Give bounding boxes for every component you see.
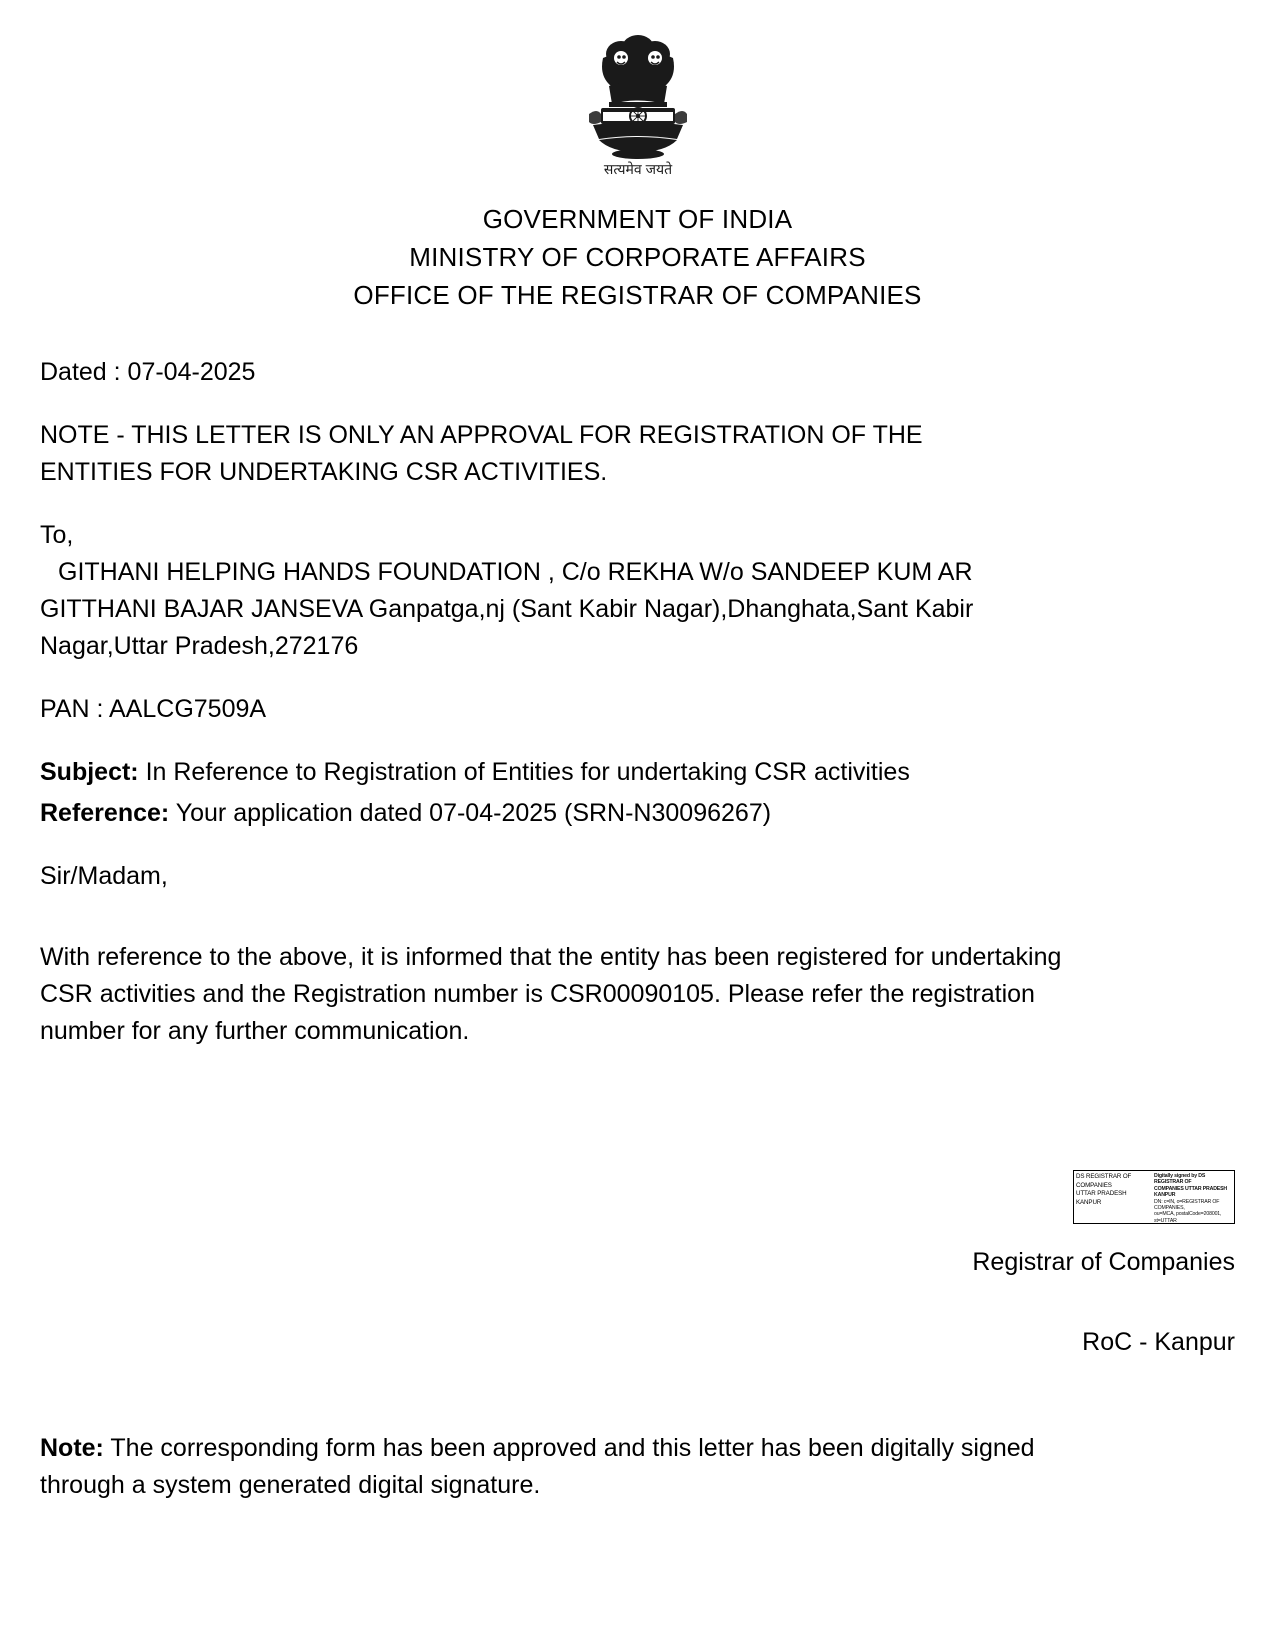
footer-note bbox=[40, 1430, 1235, 1504]
body-line-3: number for any further communication. bbox=[40, 1017, 470, 1045]
body-line-2: CSR activities and the Registration number is CSR00090105. Please refer the registration bbox=[40, 980, 1035, 1008]
reference-label: Reference: bbox=[40, 799, 170, 827]
header-line-office: OFFICE OF THE REGISTRAR OF COMPANIES bbox=[353, 280, 922, 310]
letter-body bbox=[0, 354, 1275, 1050]
stamp-left-line-4: KANPUR bbox=[1076, 1198, 1102, 1206]
note-caps-line-2: ENTITIES FOR UNDERTAKING CSR ACTIVITIES. bbox=[40, 458, 608, 486]
body-paragraph bbox=[40, 939, 1235, 1050]
addressee-line-3: Nagar,Uttar Pradesh,272176 bbox=[40, 632, 359, 660]
footer-note-line-2: through a system generated digital signature. bbox=[40, 1471, 541, 1499]
svg-text:सत्यमेव जयते: सत्यमेव जयते bbox=[603, 161, 672, 177]
stamp-right-line-4: ou=MCA, postalCode=208001, st=UTTAR bbox=[1154, 1211, 1222, 1224]
reference-line bbox=[40, 795, 1235, 832]
roc-office: RoC - Kanpur bbox=[1082, 1328, 1235, 1356]
addressee-line-2: GITTHANI BAJAR JANSEVA Ganpatga,nj (Sant Kabir Nagar),Dhanghata,Sant Kabir bbox=[40, 595, 974, 623]
reference-value: Your application dated 07-04-2025 (SRN-N30096267) bbox=[175, 799, 772, 827]
signature-block bbox=[535, 1170, 1235, 1361]
registrar-title: Registrar of Companies bbox=[972, 1248, 1235, 1276]
document-header bbox=[0, 200, 1275, 314]
stamp-right-line-2: COMPANIES UTTAR PRADESH KANPUR bbox=[1154, 1185, 1228, 1199]
header-line-government: GOVERNMENT OF INDIA bbox=[482, 204, 793, 234]
dated-line: Dated : 07-04-2025 bbox=[40, 358, 256, 386]
header-line-ministry: MINISTRY OF CORPORATE AFFAIRS bbox=[409, 242, 866, 272]
stamp-left-line-3: UTTAR PRADESH bbox=[1076, 1190, 1127, 1198]
note-caps-line-1: NOTE - THIS LETTER IS ONLY AN APPROVAL FOR REGISTRATION OF THE bbox=[40, 421, 923, 449]
note-caps-block bbox=[40, 417, 1235, 491]
stamp-right-line-1: Digitally signed by DS REGISTRAR OF bbox=[1154, 1173, 1206, 1186]
subject-line bbox=[40, 754, 1235, 791]
india-state-emblem-icon bbox=[563, 28, 713, 193]
footer-note-line-1: The corresponding form has been approved and this letter has been digitally signed bbox=[110, 1434, 1035, 1462]
addressee-block bbox=[40, 517, 1235, 665]
footer-note-label: Note: bbox=[40, 1434, 104, 1462]
addressee-line-1: GITHANI HELPING HANDS FOUNDATION , C/o REKHA W/o SANDEEP KUM AR bbox=[58, 558, 973, 586]
stamp-left-line-1: DS REGISTRAR OF bbox=[1076, 1173, 1132, 1180]
stamp-left-line-2: COMPANIES bbox=[1076, 1181, 1112, 1189]
digital-signature-stamp bbox=[1073, 1170, 1235, 1224]
emblem-container bbox=[0, 0, 1275, 198]
subject-value: In Reference to Registration of Entities for undertaking CSR activities bbox=[145, 758, 910, 786]
to-label: To, bbox=[40, 521, 74, 549]
subject-label: Subject: bbox=[40, 758, 139, 786]
body-line-1: With reference to the above, it is informed that the entity has been registered for undertaking bbox=[40, 943, 1062, 971]
pan-line: PAN : AALCG7509A bbox=[40, 695, 267, 723]
salutation: Sir/Madam, bbox=[40, 862, 168, 890]
stamp-signer-name bbox=[1076, 1173, 1152, 1207]
stamp-right-line-3: DN: c=IN, o=REGISTRAR OF COMPANIES, bbox=[1154, 1198, 1220, 1212]
stamp-signature-details bbox=[1154, 1173, 1232, 1224]
